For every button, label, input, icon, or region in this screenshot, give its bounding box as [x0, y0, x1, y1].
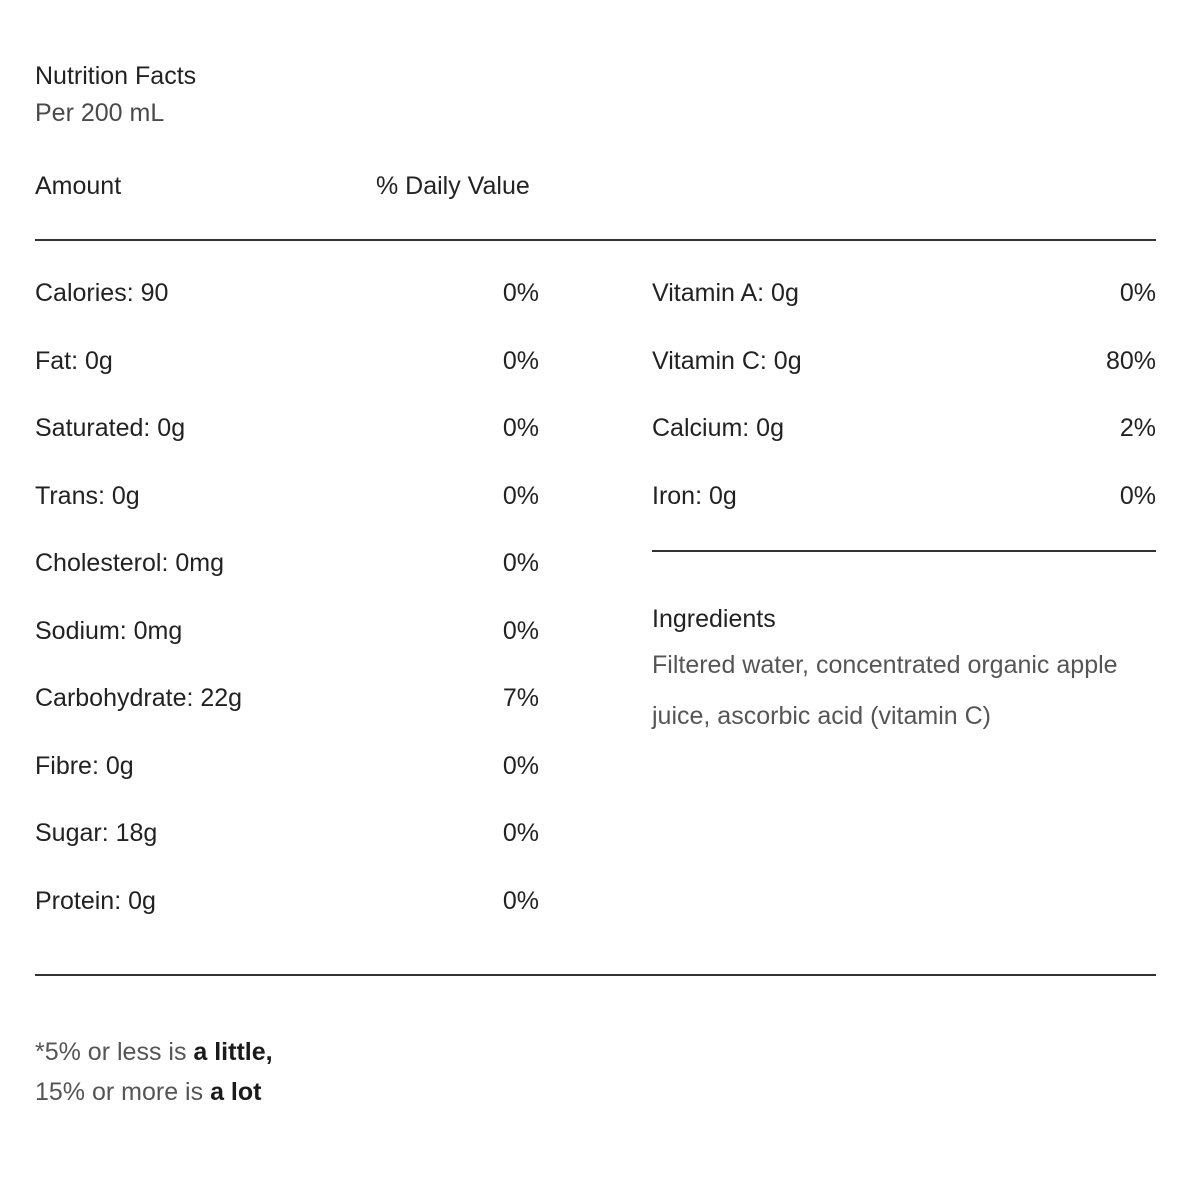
nutrient-daily-value: 2% — [1119, 414, 1156, 443]
daily-value-footnote — [35, 1032, 273, 1112]
nutrient-daily-value: 0% — [1119, 279, 1156, 308]
panel-title: Nutrition Facts — [35, 62, 197, 90]
nutrient-daily-value: 0% — [1119, 481, 1156, 510]
nutrient-label: Trans: 0g — [35, 481, 140, 510]
ingredients-text: Filtered water, concentrated organic apple juice, ascorbic acid (vitamin C) — [652, 651, 1118, 730]
nutrient-daily-value: 0% — [502, 886, 539, 915]
nutrient-label: Sugar: 18g — [35, 819, 158, 848]
nutrient-label: Iron: 0g — [652, 481, 737, 510]
ingredients-heading: Ingredients — [652, 605, 776, 633]
nutrient-daily-value: 80% — [1105, 346, 1156, 375]
nutrient-daily-value: 0% — [502, 751, 539, 780]
nutrient-row — [35, 733, 539, 801]
bottom-divider — [35, 974, 1156, 976]
nutrient-daily-value: 7% — [502, 684, 539, 713]
nutrients-list-left — [35, 260, 539, 935]
nutrient-label: Carbohydrate: 22g — [35, 684, 243, 713]
nutrient-row — [652, 463, 1156, 531]
nutrient-label: Sodium: 0mg — [35, 616, 183, 645]
nutrient-row — [35, 530, 539, 598]
footnote-line-1 — [35, 1032, 273, 1072]
nutrient-daily-value: 0% — [502, 346, 539, 375]
nutrient-daily-value: 0% — [502, 616, 539, 645]
nutrient-label: Saturated: 0g — [35, 414, 186, 443]
nutrient-label: Cholesterol: 0mg — [35, 549, 224, 578]
top-divider — [35, 239, 1156, 241]
nutrient-row — [35, 598, 539, 666]
nutrient-row — [35, 328, 539, 396]
nutrient-label: Vitamin C: 0g — [652, 346, 802, 375]
nutrient-row — [35, 665, 539, 733]
nutrients-list-right — [652, 260, 1156, 530]
nutrient-daily-value: 0% — [502, 414, 539, 443]
nutrient-label: Fat: 0g — [35, 346, 113, 375]
footnote-line-2 — [35, 1072, 273, 1112]
nutrient-daily-value: 0% — [502, 549, 539, 578]
footnote-emphasis: a lot — [210, 1078, 262, 1106]
nutrient-label: Protein: 0g — [35, 886, 156, 915]
nutrient-daily-value: 0% — [502, 819, 539, 848]
vitamins-divider — [652, 550, 1156, 552]
nutrient-row — [35, 395, 539, 463]
nutrient-daily-value: 0% — [502, 481, 539, 510]
nutrient-row — [652, 328, 1156, 396]
serving-size: Per 200 mL — [35, 99, 165, 127]
nutrient-label: Calcium: 0g — [652, 414, 784, 443]
footnote-emphasis: a little, — [193, 1038, 273, 1066]
nutrient-row — [652, 395, 1156, 463]
amount-column-header: Amount — [35, 172, 122, 200]
nutrient-row — [35, 800, 539, 868]
footnote-text: 15% or more is — [35, 1078, 211, 1106]
nutrient-label: Calories: 90 — [35, 279, 169, 308]
nutrient-label: Vitamin A: 0g — [652, 279, 799, 308]
nutrient-row — [35, 463, 539, 531]
nutrient-row — [652, 260, 1156, 328]
nutrient-row — [35, 260, 539, 328]
nutrient-row — [35, 868, 539, 936]
nutrient-label: Fibre: 0g — [35, 751, 134, 780]
daily-value-column-header: % Daily Value — [376, 172, 530, 200]
nutrient-daily-value: 0% — [502, 279, 539, 308]
footnote-text: *5% or less is — [35, 1038, 194, 1066]
